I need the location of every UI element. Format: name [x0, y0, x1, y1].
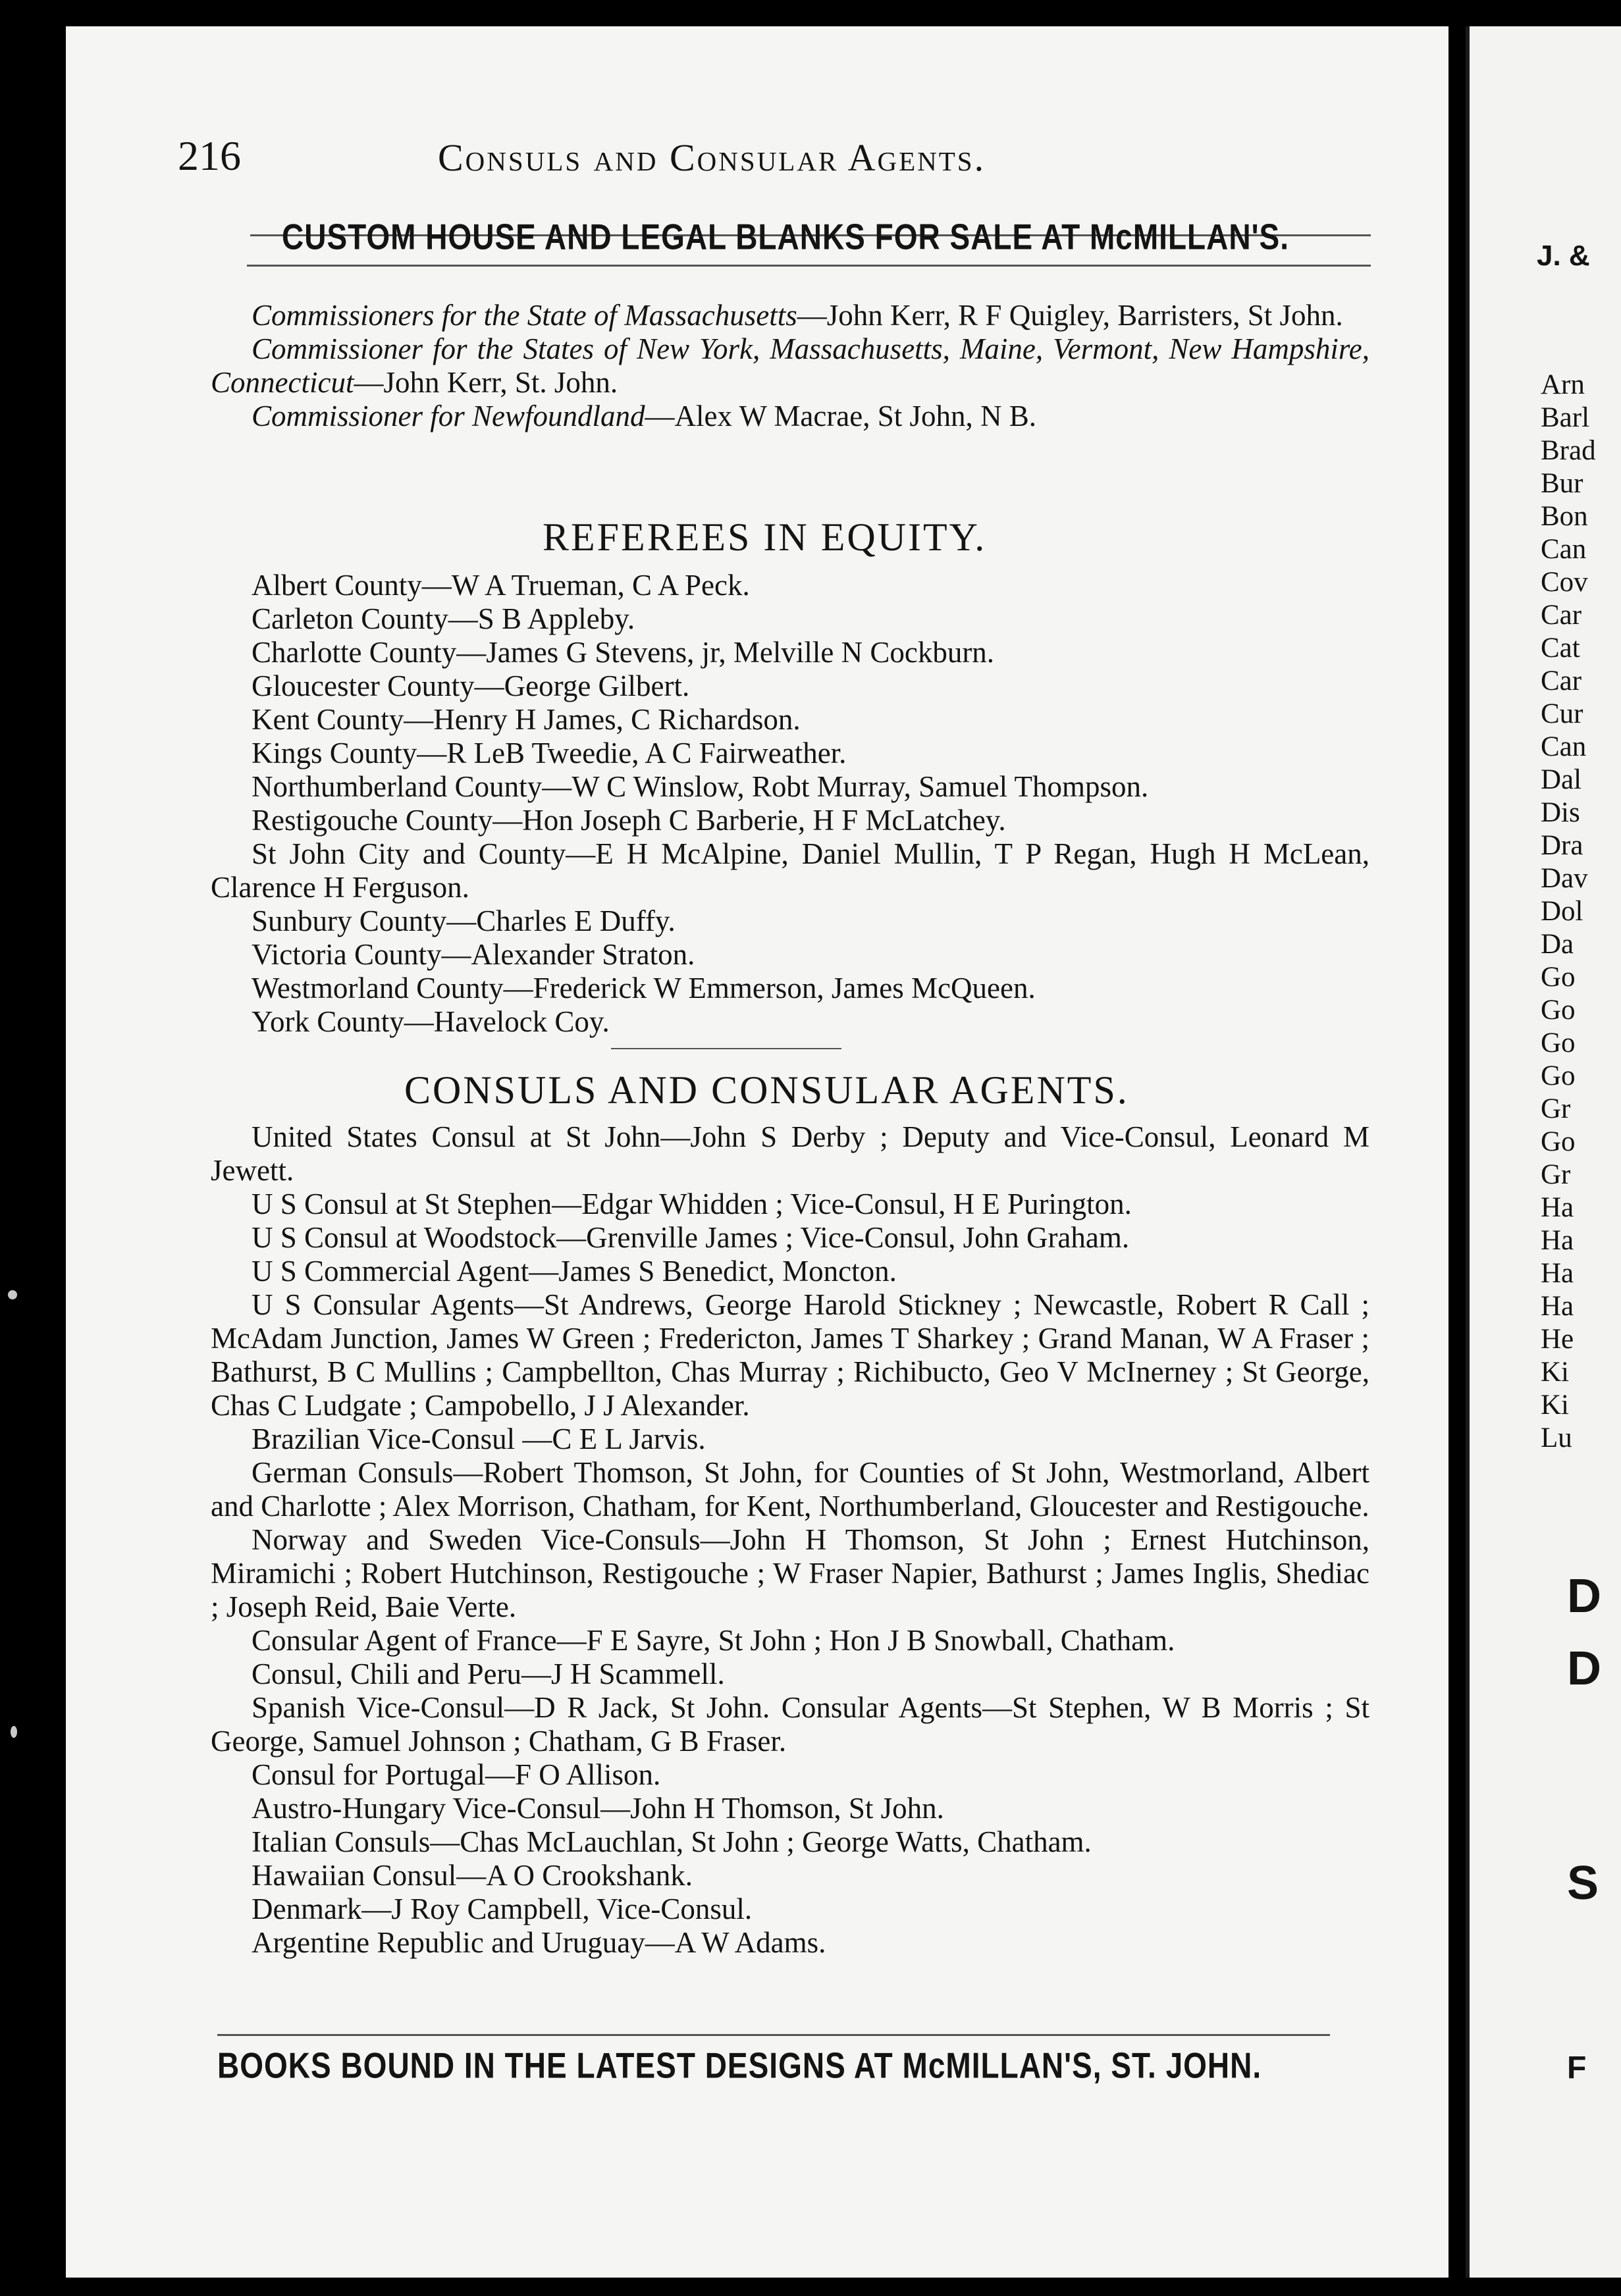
referee-entry: Restigouche County—Hon Joseph C Barberie, H F McLatchey. — [252, 804, 1006, 837]
commissioner-names: —John Kerr, St. John. — [354, 366, 618, 399]
adjacent-fragment: Dal — [1541, 764, 1582, 795]
adjacent-fragment: Brad — [1541, 435, 1596, 466]
referee-entry: Northumberland County—W C Winslow, Robt Murray, Samuel Thompson. — [252, 770, 1149, 803]
adjacent-fragment: Bon — [1541, 501, 1588, 532]
section-divider — [611, 1048, 841, 1049]
adjacent-large-letter: D — [1567, 1642, 1601, 1695]
adjacent-fragment: Cat — [1541, 633, 1580, 664]
consul-entry: Austro-Hungary Vice-Consul—John H Thomson, St John. — [252, 1792, 944, 1825]
referee-entry: Kings County—R LeB Tweedie, A C Fairweather. — [252, 737, 847, 770]
commissioners-section — [211, 299, 1369, 433]
adjacent-fragment: Cov — [1541, 567, 1588, 598]
adjacent-large-letter: D — [1567, 1570, 1601, 1623]
consul-entry: U S Consul at Woodstock—Grenville James ; Vice-Consul, John Graham. — [252, 1221, 1130, 1254]
consul-entry: U S Consular Agents—St Andrews, George Harold Stickney ; Newcastle, Robert R Call ; McAdam Junction, James W Green ; Fredericton, James T Sharkey ; Grand Manan, W A Fraser ; Bathurst, B C Mullins ; Campbellton, Chas Murray ; Richibucto, Geo V McInerney ; St George, Chas C Ludgate ; Campobello, J J Alexander. — [211, 1288, 1369, 1422]
consul-entry: Spanish Vice-Consul—D R Jack, St John. Consular Agents—St Stephen, W B Morris ; St George, Samuel Johnson ; Chatham, G B Fraser. — [211, 1691, 1369, 1758]
adjacent-large-letter: F — [1567, 2050, 1587, 2085]
adjacent-fragment: Lu — [1541, 1422, 1572, 1453]
consul-entry: Hawaiian Consul—A O Crookshank. — [252, 1859, 693, 1892]
bottom-banner: BOOKS BOUND IN THE LATEST DESIGNS AT McMILLAN'S, ST. JOHN. — [217, 2045, 1262, 2086]
commissioner-names: —Alex W Macrae, St John, N B. — [645, 400, 1037, 432]
consul-entry: United States Consul at St John—John S Derby ; Deputy and Vice-Consul, Leonard M Jewett. — [211, 1120, 1369, 1187]
commissioner-role: Commissioner for the States of New York, Massachusetts, Maine, Vermont, New Hampshire, Connecticut — [211, 332, 1369, 399]
adjacent-fragment: Dav — [1541, 863, 1588, 894]
referee-entry: St John City and County—E H McAlpine, Daniel Mullin, T P Regan, Hugh H McLean, Clarence H Ferguson. — [211, 837, 1369, 904]
referee-entry: Westmorland County—Frederick W Emmerson, James McQueen. — [252, 972, 1036, 1004]
adjacent-fragment: Ki — [1541, 1390, 1569, 1421]
referees-heading: REFEREES IN EQUITY. — [543, 515, 987, 559]
adjacent-header-fragment: J. & — [1537, 240, 1590, 272]
commissioner-role: Commissioner for Newfoundland — [252, 400, 645, 432]
commissioner-entry — [211, 299, 1369, 332]
referee-entry: Charlotte County—James G Stevens, jr, Melville N Cockburn. — [252, 636, 995, 669]
adjacent-fragment: He — [1541, 1324, 1574, 1355]
adjacent-fragment: Barl — [1541, 402, 1590, 433]
consuls-list — [211, 1120, 1369, 1960]
adjacent-fragment: Bur — [1541, 468, 1583, 499]
consul-entry: German Consuls—Robert Thomson, St John, for Counties of St John, Westmorland, Albert and Charlotte ; Alex Morrison, Chatham, for Kent, Northumberland, Gloucester and Restigouche. — [211, 1456, 1369, 1523]
consul-entry: Brazilian Vice-Consul —C E L Jarvis. — [252, 1422, 706, 1455]
top-banner-rule-lower — [247, 265, 1371, 267]
adjacent-fragment: Dis — [1541, 797, 1580, 828]
commissioner-entry — [211, 332, 1369, 400]
adjacent-fragment: Go — [1541, 995, 1576, 1026]
adjacent-fragment: Go — [1541, 962, 1576, 993]
commissioner-entry — [211, 400, 1369, 433]
referee-entry: Kent County—Henry H James, C Richardson. — [252, 703, 801, 736]
referee-entry: Sunbury County—Charles E Duffy. — [252, 904, 676, 937]
adjacent-fragment: Da — [1541, 929, 1574, 960]
commissioner-names: —John Kerr, R F Quigley, Barristers, St John. — [797, 299, 1343, 332]
page-number: 216 — [178, 132, 241, 179]
adjacent-fragment: Go — [1541, 1060, 1576, 1091]
consul-entry: Norway and Sweden Vice-Consuls—John H Thomson, St John ; Ernest Hutchinson, Miramichi ; Robert Hutchinson, Restigouche ; W Fraser Napier, Bathurst ; James Inglis, Shediac ; Joseph Reid, Baie Verte. — [211, 1523, 1369, 1623]
top-banner: CUSTOM HOUSE AND LEGAL BLANKS FOR SALE AT McMILLAN'S. — [282, 217, 1289, 257]
adjacent-fragment: Dra — [1541, 830, 1583, 861]
bottom-banner-rule — [217, 2034, 1330, 2036]
adjacent-fragment: Go — [1541, 1028, 1576, 1058]
referee-entry: Carleton County—S B Appleby. — [252, 602, 635, 635]
adjacent-fragment: Go — [1541, 1126, 1576, 1157]
consul-entry: Consul for Portugal—F O Allison. — [252, 1758, 661, 1791]
commissioner-role: Commissioners for the State of Massachusetts — [252, 299, 797, 332]
adjacent-fragment: Gr — [1541, 1159, 1571, 1190]
consul-entry: Consular Agent of France—F E Sayre, St John ; Hon J B Snowball, Chatham. — [252, 1624, 1175, 1657]
consul-entry: U S Consul at St Stephen—Edgar Whidden ; Vice-Consul, H E Purington. — [252, 1187, 1132, 1220]
consul-entry: Consul, Chili and Peru—J H Scammell. — [252, 1657, 725, 1690]
referee-entry: Gloucester County—George Gilbert. — [252, 669, 690, 702]
adjacent-large-letter: S — [1567, 1857, 1599, 1910]
adjacent-fragment: Ki — [1541, 1357, 1569, 1388]
adjacent-fragment: Arn — [1541, 369, 1585, 400]
adjacent-fragment: Can — [1541, 731, 1587, 762]
adjacent-fragment: Cur — [1541, 698, 1583, 729]
adjacent-line-fragments — [1541, 369, 1596, 1455]
adjacent-fragment: Ha — [1541, 1258, 1574, 1289]
running-title: Consuls and Consular Agents. — [438, 136, 986, 179]
consul-entry: U S Commercial Agent—James S Benedict, Moncton. — [252, 1255, 897, 1288]
scan-speck — [8, 1290, 17, 1299]
adjacent-fragment: Car — [1541, 600, 1582, 631]
adjacent-fragment: Dol — [1541, 896, 1583, 927]
referee-entry: Victoria County—Alexander Straton. — [252, 938, 695, 971]
referee-entry: York County—Havelock Coy. — [252, 1005, 610, 1038]
consuls-heading: CONSULS AND CONSULAR AGENTS. — [404, 1068, 1129, 1112]
scan-speck — [11, 1726, 17, 1738]
consul-entry: Denmark—J Roy Campbell, Vice-Consul. — [252, 1892, 753, 1925]
adjacent-fragment: Ha — [1541, 1192, 1574, 1223]
adjacent-fragment: Ha — [1541, 1225, 1574, 1256]
running-header — [178, 132, 1376, 191]
adjacent-fragment: Can — [1541, 534, 1587, 565]
adjacent-fragment: Gr — [1541, 1093, 1571, 1124]
consul-entry: Italian Consuls—Chas McLauchlan, St John ; George Watts, Chatham. — [252, 1825, 1092, 1858]
consul-entry: Argentine Republic and Uruguay—A W Adams. — [252, 1926, 826, 1959]
referee-entry: Albert County—W A Trueman, C A Peck. — [252, 569, 750, 602]
adjacent-fragment: Car — [1541, 665, 1582, 696]
referees-list — [211, 569, 1369, 1039]
adjacent-fragment: Ha — [1541, 1291, 1574, 1322]
